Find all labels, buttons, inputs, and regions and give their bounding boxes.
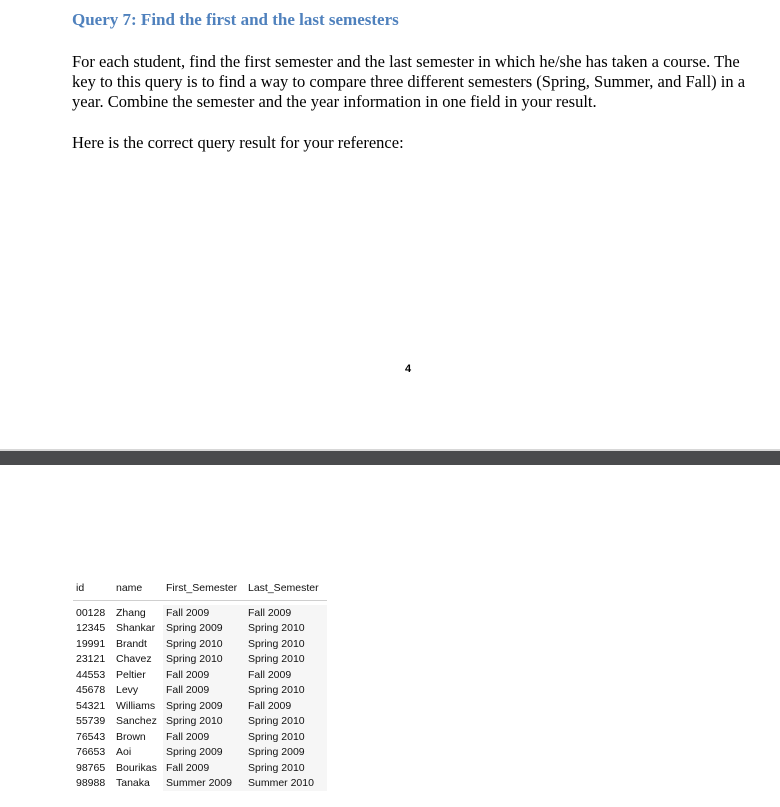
cell-id: 54321 [76, 699, 106, 712]
cell-id: 00128 [76, 606, 106, 619]
cell-first-semester: Fall 2009 [163, 729, 245, 745]
table-row [73, 729, 327, 745]
cell-id: 98765 [76, 761, 106, 774]
cell-last-semester: Fall 2009 [245, 667, 327, 683]
cell-last-semester: Spring 2010 [245, 729, 327, 745]
column-header-id: id [73, 582, 113, 601]
page-separator-edge [0, 449, 780, 451]
cell-name: Chavez [116, 653, 152, 666]
table-row [73, 714, 327, 730]
page-separator [0, 449, 780, 465]
query-description: For each student, find the first semester and the last semester in which he/she has taken a course. The key to this query is to find a way to compare three different semesters (Spring, Summer, and Fall) in a year. Combine the semester and the year information in one field in your result. [72, 52, 746, 111]
cell-first-semester: Fall 2009 [163, 683, 245, 699]
table-row [73, 652, 327, 668]
cell-name: Zhang [116, 606, 146, 619]
cell-first-semester: Spring 2010 [163, 636, 245, 652]
cell-name: Peltier [116, 668, 146, 681]
cell-last-semester: Spring 2010 [245, 621, 327, 637]
cell-first-semester: Spring 2009 [163, 621, 245, 637]
cell-id: 23121 [76, 653, 106, 666]
cell-last-semester: Spring 2010 [245, 636, 327, 652]
cell-id: 55739 [76, 715, 106, 728]
cell-id: 98988 [76, 777, 106, 790]
table-header-row [73, 582, 327, 601]
cell-name: Williams [116, 699, 156, 712]
cell-last-semester: Spring 2010 [245, 760, 327, 776]
cell-name: Bourikas [116, 761, 157, 774]
cell-name: Levy [116, 684, 139, 697]
cell-name: Brown [116, 730, 146, 743]
cell-id: 76543 [76, 730, 106, 743]
cell-first-semester: Fall 2009 [163, 667, 245, 683]
cell-last-semester: Spring 2010 [245, 652, 327, 668]
cell-id: 45678 [76, 684, 106, 697]
cell-last-semester: Summer 2010 [245, 776, 327, 792]
cell-first-semester: Fall 2009 [163, 605, 245, 621]
cell-name: Brandt [116, 637, 147, 650]
query-result-table [73, 582, 327, 791]
table-row [73, 776, 327, 792]
query-heading: Query 7: Find the first and the last semesters [72, 10, 399, 29]
cell-name: Shankar [116, 622, 156, 635]
cell-name: Tanaka [116, 777, 150, 790]
cell-last-semester: Spring 2010 [245, 683, 327, 699]
column-header-first-semester: First_Semester [163, 582, 245, 601]
cell-id: 12345 [76, 622, 106, 635]
cell-id: 76653 [76, 746, 106, 759]
table-row [73, 698, 327, 714]
table-row [73, 621, 327, 637]
column-header-last-semester: Last_Semester [245, 582, 327, 601]
cell-first-semester: Spring 2009 [163, 698, 245, 714]
column-header-name: name [113, 582, 163, 601]
cell-name: Sanchez [116, 715, 157, 728]
cell-first-semester: Spring 2010 [163, 652, 245, 668]
table-row [73, 760, 327, 776]
cell-first-semester: Summer 2009 [163, 776, 245, 792]
cell-last-semester: Spring 2010 [245, 714, 327, 730]
cell-first-semester: Spring 2009 [163, 745, 245, 761]
cell-last-semester: Fall 2009 [245, 605, 327, 621]
cell-name: Aoi [116, 746, 132, 759]
cell-first-semester: Fall 2009 [163, 760, 245, 776]
table-row [73, 683, 327, 699]
cell-last-semester: Fall 2009 [245, 698, 327, 714]
page-number: 4 [405, 363, 412, 375]
cell-id: 19991 [76, 637, 106, 650]
table-row [73, 636, 327, 652]
table-row [73, 745, 327, 761]
table-row [73, 667, 327, 683]
cell-id: 44553 [76, 668, 106, 681]
cell-first-semester: Spring 2010 [163, 714, 245, 730]
reference-text: Here is the correct query result for your reference: [72, 133, 404, 152]
cell-last-semester: Spring 2009 [245, 745, 327, 761]
table-row [73, 605, 327, 621]
